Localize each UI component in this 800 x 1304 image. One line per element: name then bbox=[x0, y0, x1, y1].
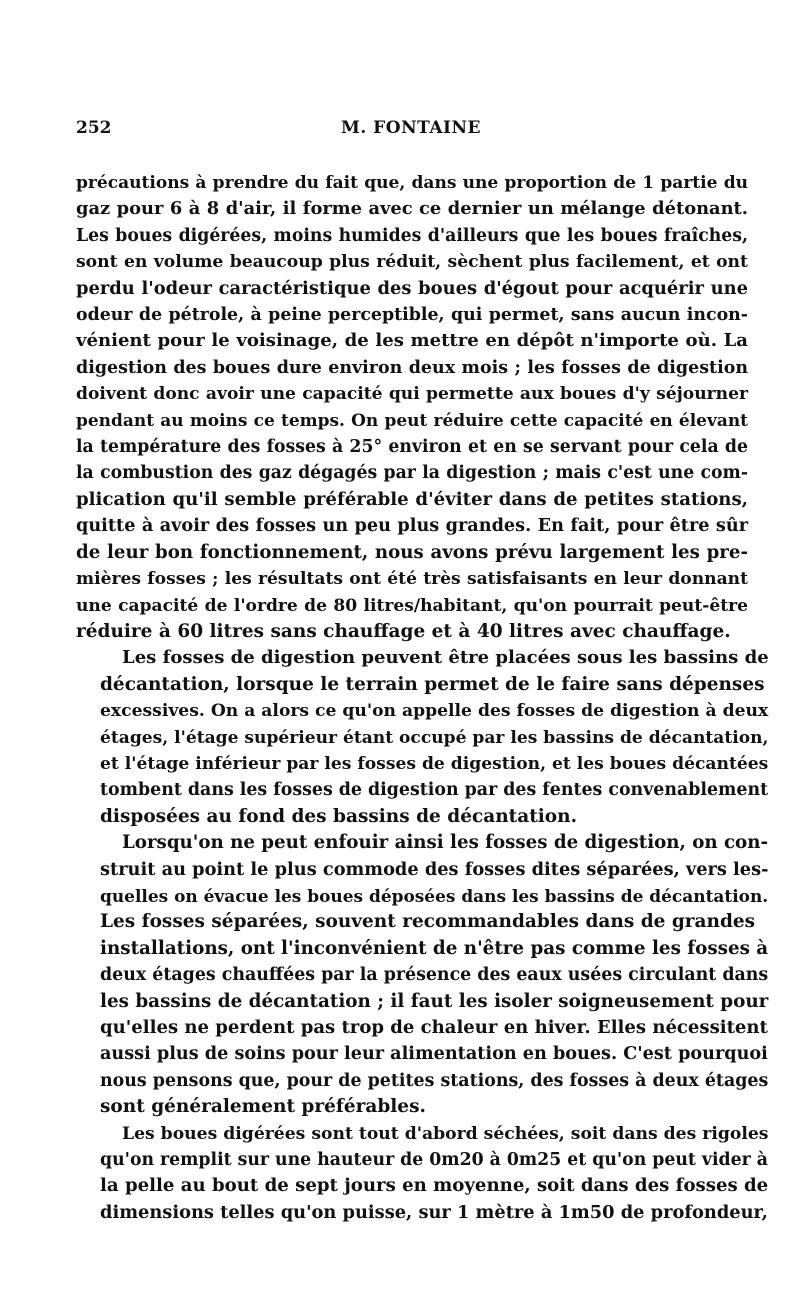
text-line: disposées au fond des bassins de décantation. bbox=[100, 805, 578, 827]
paragraph-digestion-gas bbox=[76, 170, 748, 645]
text-line: excessives. On a alors ce qu'on appelle des fosses de digestion à deux bbox=[100, 701, 769, 722]
running-head bbox=[76, 118, 746, 148]
text-line: pendant au moins ce temps. On peut réduire cette capacité en élevant bbox=[76, 410, 748, 431]
text-line: installations, ont l'inconvénient de n'être pas comme les fosses à bbox=[100, 937, 769, 959]
text-line: une capacité de l'ordre de 80 litres/habitant, qu'on pourrait peut-être bbox=[76, 595, 748, 616]
text-line: struit au point le plus commode des fosses dites séparées, vers les- bbox=[100, 858, 769, 880]
text-line: Les fosses de digestion peuvent être placées sous les bassins de bbox=[122, 647, 769, 669]
running-title: M. FONTAINE bbox=[341, 118, 481, 138]
text-line: Les boues digérées sont tout d'abord séchées, soit dans des rigoles bbox=[122, 1123, 769, 1144]
text-line: décantation, lorsque le terrain permet de le faire sans dépenses bbox=[100, 673, 765, 695]
text-line: les bassins de décantation ; il faut les isoler soigneusement pour bbox=[100, 990, 769, 1012]
body-text bbox=[76, 170, 769, 1226]
paragraph-drying bbox=[76, 1121, 769, 1227]
text-line: perdu l'odeur caractéristique des boues d'égout pour acquérir une bbox=[76, 277, 748, 299]
text-line: nous pensons que, pour de petites stations, des fosses à deux étages bbox=[100, 1070, 769, 1091]
text-line: étages, l'étage supérieur étant occupé par les bassins de décantation, bbox=[100, 727, 769, 748]
text-line: digestion des boues dure environ deux mois ; les fosses de digestion bbox=[76, 357, 748, 378]
text-line: vénient pour le voisinage, de les mettre en dépôt n'importe où. La bbox=[76, 330, 748, 352]
paragraph-two-stage-tanks bbox=[76, 645, 769, 830]
text-line: dimensions telles qu'on puisse, sur 1 mètre à 1m50 de profondeur, bbox=[100, 1201, 768, 1223]
text-line: tombent dans les fosses de digestion par des fentes convenablement bbox=[100, 780, 769, 801]
text-line: odeur de pétrole, à peine perceptible, qui permet, sans aucun incon- bbox=[76, 305, 748, 326]
text-line: gaz pour 6 à 8 d'air, il forme avec ce dernier un mélange détonant. bbox=[76, 198, 748, 220]
text-line: la pelle au bout de sept jours en moyenne, soit dans des fosses de bbox=[100, 1175, 769, 1197]
text-line: deux étages chauffées par la présence des eaux usées circulant dans bbox=[100, 965, 769, 986]
text-line: et l'étage inférieur par les fosses de digestion, et les boues décantées bbox=[100, 753, 769, 774]
text-line: qu'elles ne perdent pas trop de chaleur en hiver. Elles nécessitent bbox=[100, 1017, 768, 1038]
text-line: sont généralement préférables. bbox=[100, 1096, 426, 1118]
text-line: qu'on remplit sur une hauteur de 0m20 à 0m25 et qu'on peut vider à bbox=[100, 1150, 768, 1171]
text-line: quitte à avoir des fosses un peu plus grandes. En fait, pour être sûr bbox=[76, 515, 748, 537]
text-line: doivent donc avoir une capacité qui permette aux boues d'y séjourner bbox=[76, 384, 748, 405]
text-line: la température des fosses à 25° environ et en se servant pour cela de bbox=[76, 437, 748, 458]
text-line: réduire à 60 litres sans chauffage et à 40 litres avec chauffage. bbox=[76, 620, 731, 642]
text-line: sont en volume beaucoup plus réduit, sèchent plus facilement, et ont bbox=[76, 252, 748, 273]
text-line: de leur bon fonctionnement, nous avons prévu largement les pre- bbox=[76, 541, 748, 563]
text-line: mières fosses ; les résultats ont été très satisfaisants en leur donnant bbox=[76, 569, 748, 590]
text-line: précautions à prendre du fait que, dans une proportion de 1 partie du bbox=[76, 173, 748, 193]
text-line: Les boues digérées, moins humides d'ailleurs que les boues fraîches, bbox=[76, 225, 748, 246]
text-line: plication qu'il semble préférable d'éviter dans de petites stations, bbox=[76, 488, 748, 510]
text-line: Les fosses séparées, souvent recommandables dans de grandes bbox=[100, 911, 756, 933]
page-number: 252 bbox=[76, 118, 112, 138]
paragraph-separate-tanks bbox=[76, 830, 769, 1120]
text-line: aussi plus de soins pour leur alimentation en boues. C'est pourquoi bbox=[100, 1043, 768, 1065]
text-line: Lorsqu'on ne peut enfouir ainsi les fosses de digestion, on con- bbox=[122, 832, 769, 854]
text-line: quelles on évacue les boues déposées dans les bassins de décantation. bbox=[100, 885, 769, 906]
text-line: la combustion des gaz dégagés par la digestion ; mais c'est une com- bbox=[76, 463, 748, 484]
